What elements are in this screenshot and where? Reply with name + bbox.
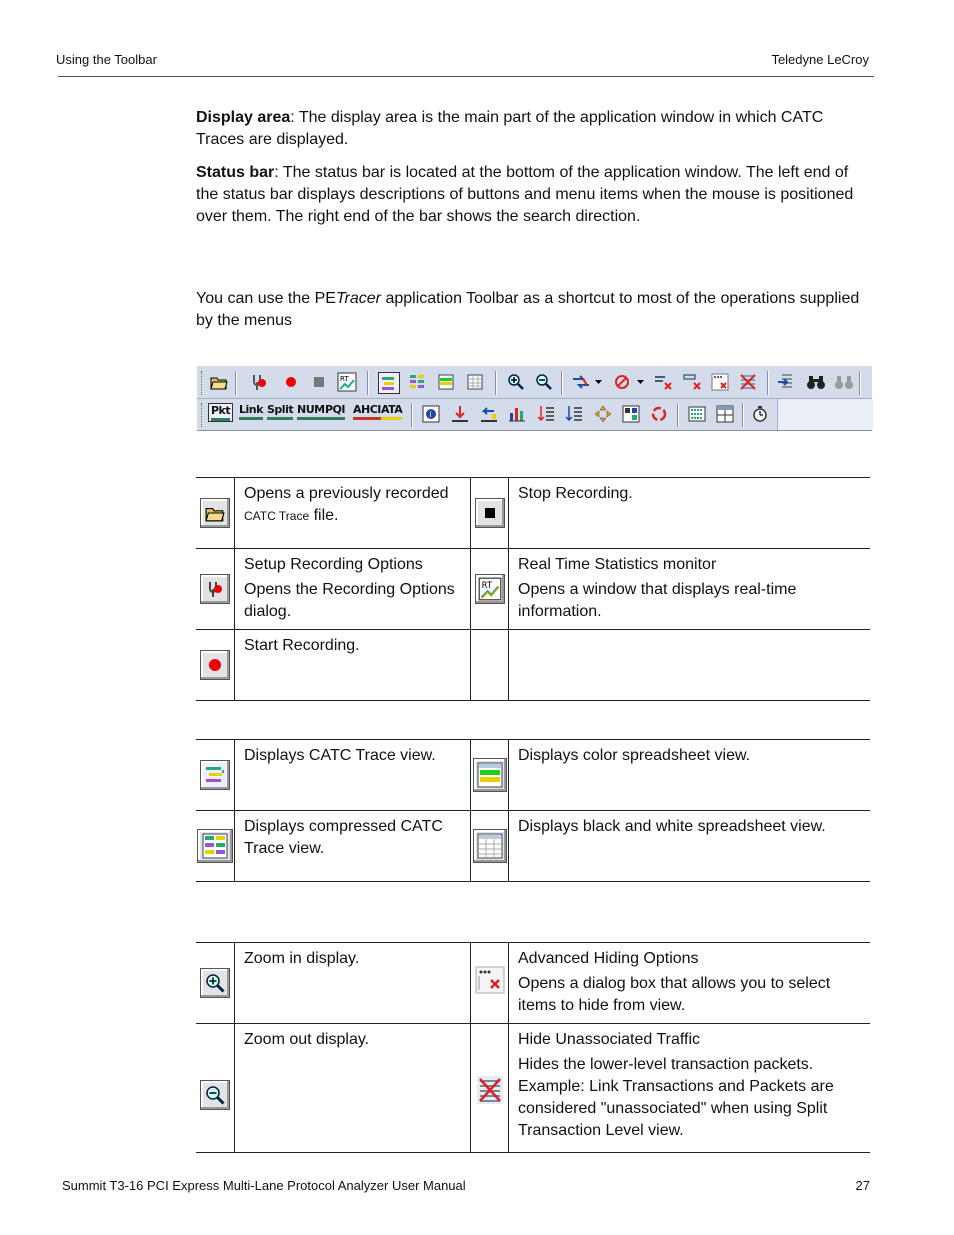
toolbar-empty-area: [777, 399, 873, 430]
hide-unassociated-icon: [476, 1075, 504, 1112]
toolbar-separator: [411, 403, 413, 427]
table-row: [196, 478, 870, 549]
realtime-stats-icon: [475, 574, 505, 604]
compressed-view-icon[interactable]: [407, 372, 427, 392]
footer-manual-title: Summit T3-16 PCI Express Multi-Lane Protocol Analyzer User Manual: [62, 1178, 466, 1193]
bar-chart-icon[interactable]: [507, 404, 527, 424]
catc-trace-small-text: CATC Trace: [244, 509, 310, 523]
hide-reset-icon[interactable]: [654, 372, 674, 392]
open-folder-icon: [200, 498, 230, 528]
hide-unassociated-title: Hide Unassociated Traffic: [518, 1031, 701, 1048]
toolbar-separator: [561, 371, 563, 395]
stop-icon: [475, 498, 505, 528]
filter-icon[interactable]: [613, 372, 633, 392]
num-level-button[interactable]: NUM: [297, 403, 325, 420]
pkt-level-button[interactable]: Pkt: [208, 403, 233, 422]
dropdown-arrow-icon[interactable]: [593, 372, 603, 392]
table-icon-cell: [471, 549, 509, 630]
table-icon-cell-empty: [471, 630, 509, 701]
toolbar-separator: [859, 371, 861, 395]
status-bar-paragraph: [196, 162, 872, 228]
zoom-hiding-icons-table: [196, 942, 870, 1153]
bw-spreadsheet-icon: [473, 829, 507, 863]
recording-icons-table: [196, 477, 870, 701]
realtime-stats-desc: Opens a window that displays real-time information.: [518, 581, 797, 620]
pqi-level-button[interactable]: PQI: [325, 403, 345, 420]
toolbar-separator: [495, 371, 497, 395]
dropdown-arrow-icon[interactable]: [635, 372, 645, 392]
window-layout-icon[interactable]: [715, 404, 735, 424]
table-row: [196, 943, 870, 1024]
ata-level-button[interactable]: ATA: [381, 403, 402, 420]
record-icon[interactable]: [281, 372, 301, 392]
table-row: [196, 811, 870, 882]
running-header-right: Teledyne LeCroy: [771, 52, 869, 67]
advanced-hiding-title: Advanced Hiding Options: [518, 950, 699, 967]
display-area-paragraph: [196, 107, 872, 151]
info-icon[interactable]: [421, 404, 441, 424]
record-icon: [200, 650, 230, 680]
color-spreadsheet-icon[interactable]: [436, 372, 456, 392]
link-level-button[interactable]: Link: [239, 403, 263, 420]
color-spreadsheet-icon: [473, 758, 507, 792]
sort-list-icon[interactable]: [536, 404, 556, 424]
advanced-hiding-icon[interactable]: [711, 372, 731, 392]
toolbar-separator: [235, 371, 237, 395]
table-cell-description: Displays black and white spreadsheet view.: [509, 811, 871, 882]
goto-icon[interactable]: [777, 372, 797, 392]
split-level-button[interactable]: Split: [267, 403, 293, 420]
table-cell-description: Displays compressed CATC Trace view.: [235, 811, 471, 882]
toolbar-intro-italic: Tracer: [335, 290, 382, 307]
zoom-out-icon: [200, 1080, 230, 1110]
trace-view-icon: [200, 760, 230, 790]
advanced-hiding-desc: Opens a dialog box that allows you to select items to hide from view.: [518, 975, 831, 1014]
toolbar-intro-pre: You can use the PE: [196, 290, 336, 307]
toolbar-intro-post: application Toolbar as a shortcut to most of the operations supplied by the menus: [196, 290, 860, 329]
toolbar-row-1: [197, 367, 872, 399]
open-trace-desc: Opens a previously recorded: [244, 485, 449, 502]
table-icon-cell: [196, 1024, 235, 1153]
page-number: 27: [855, 1178, 870, 1193]
toolbar-row-2: [197, 399, 777, 430]
find-next-icon[interactable]: [834, 372, 854, 392]
view-icons-table: [196, 739, 870, 882]
display-area-label: Display area: [196, 109, 291, 126]
table-icon-cell: [196, 740, 235, 811]
trace-view-icon[interactable]: [378, 372, 400, 394]
svg-text:i: i: [429, 410, 432, 419]
recording-options-icon[interactable]: [249, 372, 269, 392]
table-icon-cell: [196, 549, 235, 630]
toolbar-grip: [201, 371, 205, 395]
compressed-view-icon: [197, 829, 233, 863]
table-cell-description: Displays color spreadsheet view.: [509, 740, 871, 811]
timing-calc-icon[interactable]: [750, 404, 770, 424]
table-cell-description: [509, 549, 871, 630]
table-icon-cell: [196, 630, 235, 701]
table-icon-cell: [471, 811, 509, 882]
open-trace-desc-end: file.: [309, 507, 339, 524]
realtime-stats-title: Real Time Statistics monitor: [518, 556, 717, 573]
status-bar-text: : The status bar is located at the bottom of the application window. The left end of the status bar displays descriptions of buttons and menu items when the mouse is positioned over them. The right end of the bar shows the search direction.: [196, 164, 854, 225]
bus-utilization-icon[interactable]: [687, 404, 707, 424]
table-cell-description: [509, 1024, 871, 1153]
table-cell-description: Stop Recording.: [509, 478, 871, 549]
navigate-arrows-icon[interactable]: [571, 372, 591, 392]
decode-icon[interactable]: [621, 404, 641, 424]
display-area-text: : The display area is the main part of the application window in which CATC Traces are displayed.: [196, 109, 824, 148]
application-toolbar: [197, 366, 872, 431]
table-icon-cell: [471, 1024, 509, 1153]
zoom-in-icon: [200, 968, 230, 998]
svg-text:RT: RT: [481, 579, 492, 590]
table-cell-description: Zoom out display.: [235, 1024, 471, 1153]
advanced-hiding-icon: [475, 966, 505, 1001]
recording-options-icon: [200, 574, 230, 604]
table-icon-cell: [471, 478, 509, 549]
table-icon-cell: [196, 811, 235, 882]
table-cell-description: [235, 549, 471, 630]
hide-unassociated-icon[interactable]: [739, 372, 759, 392]
table-cell-description: Start Recording.: [235, 630, 471, 701]
status-bar-label: Status bar: [196, 164, 275, 181]
table-row: [196, 549, 870, 630]
toolbar-separator: [767, 371, 769, 395]
recording-options-title: Setup Recording Options: [244, 556, 423, 573]
table-icon-cell: [471, 740, 509, 811]
svg-text:RT: RT: [340, 375, 349, 383]
table-icon-cell: [471, 943, 509, 1024]
table-row: [196, 740, 870, 811]
hide-duplicate-icon[interactable]: [683, 372, 703, 392]
toolbar-intro-paragraph: [196, 288, 872, 332]
expand-icon[interactable]: [593, 404, 613, 424]
running-header-left: Using the Toolbar: [56, 52, 157, 67]
refresh-icon[interactable]: [649, 404, 669, 424]
zoom-out-icon[interactable]: [534, 372, 554, 392]
realtime-stats-icon[interactable]: [337, 372, 357, 392]
table-cell-description: Displays CATC Trace view.: [235, 740, 471, 811]
table-icon-cell: [196, 478, 235, 549]
goto-marker-icon[interactable]: [479, 404, 499, 424]
hide-unassociated-desc: Hides the lower-level transaction packets. Example: Link Transactions and Packets are considered "unassociated" when using Split Transaction Level view.: [518, 1056, 834, 1139]
toolbar-separator: [742, 403, 744, 427]
sort-numeric-icon[interactable]: [564, 404, 584, 424]
table-cell-description: [509, 943, 871, 1024]
recording-options-desc: Opens the Recording Options dialog.: [244, 581, 455, 620]
table-cell-description: [235, 478, 471, 549]
toolbar-separator: [677, 403, 679, 427]
bw-spreadsheet-icon[interactable]: [465, 372, 485, 392]
stop-icon[interactable]: [309, 372, 329, 392]
find-binoculars-icon[interactable]: [806, 372, 826, 392]
toolbar-separator: [367, 371, 369, 395]
table-cell-empty: [509, 630, 871, 701]
open-folder-icon[interactable]: [209, 372, 229, 392]
table-cell-description: Zoom in display.: [235, 943, 471, 1024]
table-icon-cell: [196, 943, 235, 1024]
table-row: [196, 1024, 870, 1153]
set-marker-icon[interactable]: [450, 404, 470, 424]
zoom-in-icon[interactable]: [506, 372, 526, 392]
header-divider: [58, 76, 874, 77]
table-row: [196, 630, 870, 701]
toolbar-grip: [201, 403, 205, 427]
ahci-level-button[interactable]: AHCI: [353, 403, 381, 420]
